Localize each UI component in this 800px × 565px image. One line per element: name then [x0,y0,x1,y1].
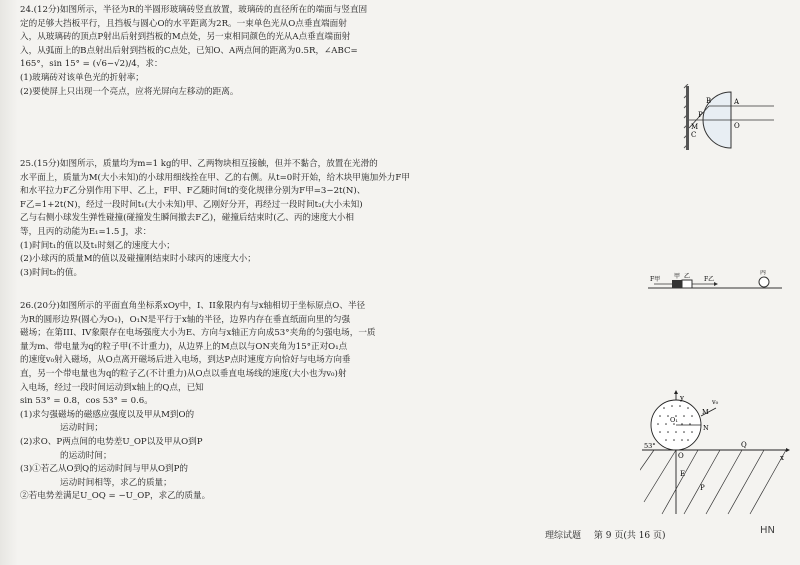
q24-label-M: M [691,123,699,131]
q25-line-5: 乙与右侧小球发生弹性碰撞(碰撞发生瞬间撤去F乙)，碰撞后结束时(乙、丙的速度大小相 [20,213,354,224]
q25-line-6: 等，且丙的动能为E₁=1.5 J，求： [20,226,152,237]
q26-label-v0: v₀ [712,398,719,406]
q24-line-4: 入，从弧面上的B点射出后射到挡板的C点处，已知O、A两点间的距离为0.5R，∠ABC= [20,45,358,56]
q25-line-4: F乙=1+2t(N)，经过一段时间t₁(大小未知)甲、乙刚好分开，再经过一段时间t₂(大小未知) [20,199,363,210]
q26-label-x: x [780,454,784,462]
q25-line-2: 水平面上，质量为M(大小未知)的小球用细线拴在甲、乙的右侧。从t=0时开始，给木块甲施加外力F甲 [20,172,410,183]
footer-corner-code: HN [760,525,775,536]
q26-label-y: y [680,394,684,402]
q26-label-O1: O₁ [670,416,678,424]
q24-figure [676,84,776,154]
q24-line-2: 定的足够大挡板平行，且挡板与圆心O的水平距离为2R。一束单色光从O点垂直端面射 [20,18,347,29]
q26-line-5: 的速度v₀射入磁场，从O点离开磁场后进入电场，到达P点时速度方向恰好与电场方向垂 [20,355,351,366]
q24-label-C: C [691,131,697,139]
q25-label-F1: F甲 [650,276,661,283]
question-26 [20,300,640,504]
q26-sub-2: (2)求O、P两点间的电势差U_OP以及甲从O到P [20,436,203,447]
q24-sub-2: (2)要使屏上只出现一个亮点，应将光屏向左移动的距离。 [20,86,239,97]
q24-line-1: 24.(12分)如图所示，半径为R的半圆形玻璃砖竖直放置，玻璃砖的直径所在的端面与竖直固 [20,5,368,15]
q25-figure [646,270,786,294]
q26-figure [640,390,790,520]
binding-gutter [0,0,18,565]
q26-label-O: O [678,452,684,460]
q25-sub-2: (2)小球丙的质量M的值以及碰撞刚结束时小球丙的速度大小； [20,254,256,265]
q24-label-P: P [698,111,703,119]
q26-line-7: 入电场，经过一段时间运动到x轴上的Q点，已知 [20,382,204,393]
q26-sub-1: (1)求匀强磁场的磁感应强度以及甲从M到O的 [20,409,195,420]
q26-label-E: E [680,470,686,478]
question-25 [20,158,640,280]
q25-block-jia [672,280,682,288]
q24-label-A: A [734,98,740,106]
q25-sub-3: (3)时间t₂的值。 [20,267,83,278]
q26-line-6: 直，另一个带电量也为q的粒子乙(不计重力)从O点以垂直电场线的速度(大小也为v₀)射 [20,368,347,379]
q25-label-yi: 乙 [684,273,691,280]
q26-label-M: M [702,408,709,416]
footer-subject: 理综试题 [545,531,582,541]
q26-sub-1b: 运动时间； [60,423,103,434]
q24-label-O: O [734,122,740,130]
q25-line-3: 和水平拉力F乙分别作用下甲、乙上，F甲、F乙随时间t的变化规律分别为F甲=3−2t(N)、 [20,186,366,197]
footer-page-number: 第 9 页(共 16 页) [593,531,666,541]
q24-line-3: 入，从玻璃砖的顶点P射出后射到挡板的M点处，另一束相同颜色的光从A点垂直端面射 [20,32,351,43]
q25-sub-1: (1)时间t₁的值以及t₁时刻乙的速度大小； [20,240,175,251]
q25-label-F2: F乙 [704,276,715,283]
q26-label-53deg: 53° [644,442,656,450]
q26-line-2: 为R的圆形边界(圆心为O₁)，O₁N是平行于x轴的半径，边界内存在垂直纸面向里的匀强 [20,314,351,325]
q26-electric-field-lines [640,450,786,514]
q26-line-3: 磁场；在第III、IV象限存在电场强度大小为E、方向与x轴正方向成53°夹角的匀强电场，一质 [20,328,376,339]
q26-label-P: P [700,484,705,492]
q25-label-jia: 甲 [674,273,681,280]
q26-sub-3: (3)①若乙从O到Q的运动时间与甲从O到P的 [20,464,188,475]
q26-label-Q: Q [741,441,747,449]
q26-line-1: 26.(20分)如图所示的平面直角坐标系xOy中，I、II象限内有与x轴相切于坐标原点O、半径 [20,301,366,311]
q26-label-N: N [703,424,709,432]
q25-block-yi [682,280,692,288]
question-24 [20,4,640,99]
q25-line-1: 25.(15分)如图所示，质量均为m=1 kg的甲、乙两物块相互接触，但并不黏合，放置在光滑的 [20,159,378,169]
q24-line-5: 165°，sin 15° = (√6−√2)/4，求： [20,59,163,70]
q25-ball-bing [759,277,769,287]
q26-sub-4: ②若电势差满足U_OQ = −U_OP，求乙的质量。 [20,491,211,502]
q26-line-4: 量为m、带电量为q的粒子甲(不计重力)，从边界上的M点以与ON夹角为15°正对O₁点 [20,341,348,352]
q26-constants: sin 53° = 0.8，cos 53° = 0.6。 [20,396,153,407]
q26-sub-2b: 的运动时间； [60,450,112,461]
q24-sub-1: (1)玻璃砖对该单色光的折射率； [20,72,144,83]
q26-sub-3b: 运动时间相等，求乙的质量； [60,477,172,488]
page-footer [545,528,676,541]
q24-label-B: B [706,97,712,105]
q25-label-bing: 丙 [760,270,767,276]
